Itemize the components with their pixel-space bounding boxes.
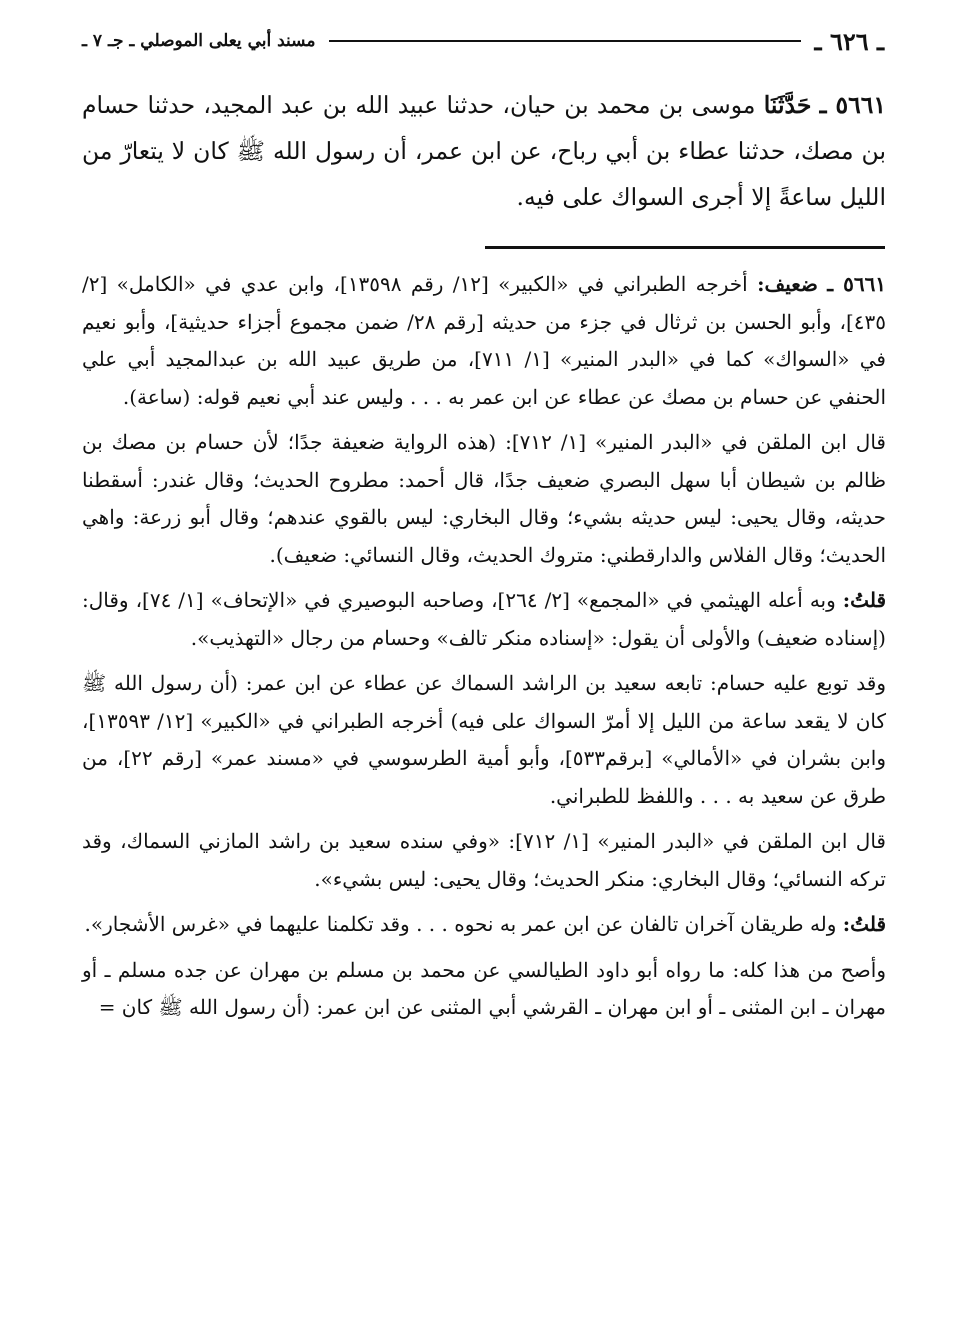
header-rule bbox=[329, 40, 800, 42]
footnote-paragraph bbox=[82, 266, 886, 416]
footnotes bbox=[82, 266, 886, 1035]
footnote-paragraph bbox=[82, 424, 886, 574]
footnote-paragraph bbox=[82, 906, 886, 944]
hadith-text bbox=[82, 82, 886, 220]
footnote-text-7: وأصح من هذا كله: ما رواه أبو داود الطيالسي عن محمد بن مسلم بن مهران عن جده مسلم ـ أو مهران ـ ابن المثنى ـ أو ابن مهران ـ القرشي أبي المثنى عن ابن عمر: (أن رسول الله ﷺ كان = bbox=[82, 957, 886, 1019]
footnote-text-4: وقد توبع عليه حسام: تابعه سعيد بن الراشد السماك عن عطاء عن ابن عمر: (أن رسول الله ﷺ كان لا يقعد ساعة من الليل إلا أمرّ السواك على فيه) أخرجه الطبراني في «الكبير» [١٢/ ١٣٥٩٣]، وابن بشران في «الأمالي» [برقم٥٣٣]، وأبو أمية الطرسوسي في «مسند عمر» [رقم ٢٢]، من طرق عن سعيد به . . . واللفظ للطبراني. bbox=[82, 671, 886, 808]
footnote-paragraph bbox=[82, 665, 886, 815]
hadith-lead: حَدَّثَنَا bbox=[763, 91, 812, 119]
page-header bbox=[82, 26, 884, 56]
hadith-body: موسى بن محمد بن حيان، حدثنا عبيد الله بن عبد المجيد، حدثنا حسام بن مصك، حدثنا عطاء بن أبي رباح، عن ابن عمر، أن رسول الله ﷺ كان لا يتعارّ من الليل ساعةً إلا أجرى السواك على فيه. bbox=[82, 91, 886, 211]
page-number: ـ ٦٢٦ ـ bbox=[814, 26, 884, 56]
footnote-paragraph bbox=[82, 823, 886, 898]
footnote-paragraph bbox=[82, 582, 886, 657]
footnote-number: ٥٦٦١ ـ bbox=[827, 272, 887, 296]
footnote-text-1: أخرجه الطبراني في «الكبير» [١٢/ رقم ١٣٥٩٨]، وابن عدي في «الكامل» [٢/ ٤٣٥]، وأبو الحسن بن ثرثال في جزء من حديثه [رقم ٢٨/ ضمن مجموع أجزاء حديثية]، وأبو نعيم في «السواك» كما في «البدر المنير» [١/ ٧١١]، من طريق عبيد الله بن عبدالمجيد أبي علي الحنفي عن حسام بن مصك عن عطاء عن ابن عمر به . . . وليس عند أبي نعيم قوله: (ساعة). bbox=[82, 272, 886, 409]
footnote-paragraph bbox=[82, 952, 886, 1027]
hadith-number: ٥٦٦١ ـ bbox=[819, 91, 886, 119]
footnote-text-3: وبه أعله الهيثمي في «المجمع» [٢/ ٢٦٤]، وصاحبه البوصيري في «الإتحاف» [١/ ٧٤]، وقال: (إسناده ضعيف) والأولى أن يقول: «إسناده منكر تالف» وحسام من رجال «التهذيب». bbox=[82, 588, 886, 650]
grade-label: ضعيف: bbox=[757, 272, 818, 296]
qultu-label: قلتُ: bbox=[842, 588, 886, 612]
footnote-text-2: قال ابن الملقن في «البدر المنير» [١/ ٧١٢]: (هذه الرواية ضعيفة جدًا؛ لأن حسام بن مصك بن ظالم بن شيطان أبا سهل البصري ضعيف جدًا، قال أحمد: مطروح الحديث؛ وقال غندر: أسقطنا حديثه، وقال يحيى: ليس حديثه بشيء؛ وقال البخاري: ليس بالقوي عندهم؛ وقال أبو زرعة: واهي الحديث؛ وقال الفلاس والدارقطني: متروك الحديث، وقال النسائي: ضعيف). bbox=[82, 430, 886, 567]
qultu-label: قلتُ: bbox=[842, 912, 886, 936]
footnote-text-6: وله طريقان آخران تالفان عن ابن عمر به نحوه . . . وقد تكلمنا عليهما في «غرس الأشجار». bbox=[84, 912, 837, 936]
footnote-text-5: قال ابن الملقن في «البدر المنير» [١/ ٧١٢]: «وفي سنده سعيد بن راشد المازني السماك، وقد تركه النسائي؛ وقال البخاري: منكر الحديث؛ وقال يحيى: ليس بشيء». bbox=[82, 829, 886, 891]
running-title: مسند أبي يعلى الموصلي ـ جـ ٧ ـ bbox=[82, 31, 316, 51]
footnote-separator bbox=[485, 246, 885, 249]
